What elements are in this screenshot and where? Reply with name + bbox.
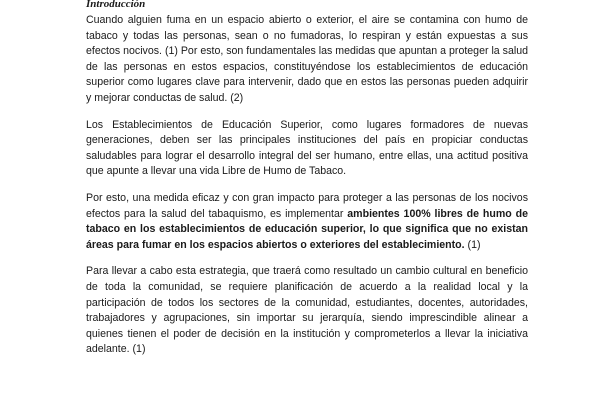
paragraph-3-citation: (1) — [464, 238, 481, 251]
paragraph-2: Los Establecimientos de Educación Superior, como lugares formadores de nuevas generaciones, deben ser las principales instituciones del país en propiciar conductas saludables para lograr el desarrollo integral del ser humano, entre ellas, una actitud positiva que apunte a llevar una vida Libre de Humo de Tabaco. — [86, 118, 528, 178]
paragraph-1: Cuando alguien fuma en un espacio abierto o exterior, el aire se contamina con humo de tabaco y todas las personas, sean o no fumadoras, lo respiran y están expuestas a sus efectos nocivos. (1) Por esto, son fundamentales las medidas que apuntan a proteger la salud de las personas en estos espacios, constituyéndose los establecimientos de educación superior como lugares clave para intervenir, dado que en estos las personas pueden adquirir y mejorar conductas de salud. (2) — [86, 14, 528, 104]
paragraph-3-emphasis: ambientes 100% libres de humo de tabaco en los establecimientos de educación superior, lo que significa que no existan áreas para fumar en los espacios abiertos o exteriores del establecimiento. — [86, 207, 528, 251]
paragraph-3 — [86, 191, 528, 253]
paragraph-3-intro: Por esto, una medida eficaz y con gran impacto para proteger a las personas de los nocivos efectos para la salud del tabaquismo, es implementar — [86, 191, 528, 220]
section-heading: Introducción — [86, 0, 146, 10]
paragraph-4: Para llevar a cabo esta estrategia, que traerá como resultado un cambio cultural en beneficio de toda la comunidad, se requiere planificación de acuerdo a la realidad local y la participación de todos los sectores de la comunidad, estudiantes, docentes, autoridades, trabajadores y agrupaciones, sin importar su jerarquía, siendo imprescindible alinear a quienes tienen el poder de decisión en la institución y comprometerlos a llevar la iniciativa adelante. (1) — [86, 265, 528, 356]
document-page — [86, 0, 528, 369]
